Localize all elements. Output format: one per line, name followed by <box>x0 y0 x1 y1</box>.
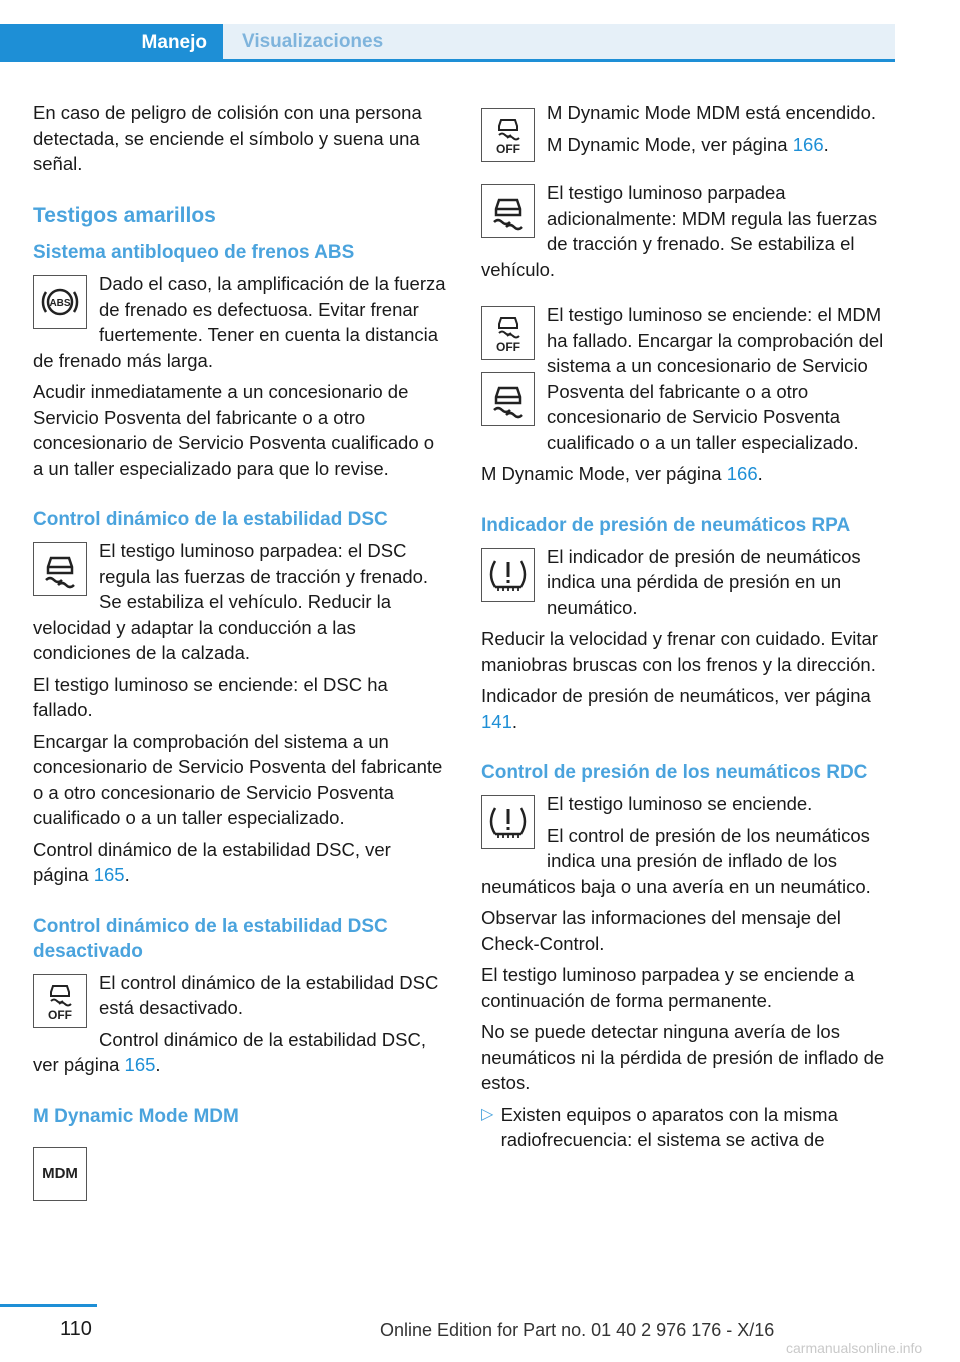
rpa-page-link[interactable]: 141 <box>481 710 512 732</box>
intro-paragraph: En caso de peligro de colisión con una persona detectada, se enciende el símbolo y suena una señal. <box>33 102 422 174</box>
edition-note: Online Edition for Part no. 01 40 2 976 176 - X/16 <box>380 1320 775 1340</box>
tire-warning-icon <box>481 548 535 602</box>
dsc-off-heading: Control dinámico de la estabilidad DSC desactivado <box>33 915 388 962</box>
dsc-paragraph-1: El testigo luminoso parpadea: el DSC regula las fuerzas de tracción y frenado. Se estabiliza el vehículo. Reducir la velocidad y adaptar la conducción a las condiciones de la calzada. <box>33 540 429 663</box>
mdm-fail-paragraph: El testigo luminoso se enciende: el MDM ha fallado. Encargar la comprobación del sistema a un concesionario de Servicio Posventa del fabricante o a otro concesionario de Servicio Posventa cualificado o a un taller especializado. <box>547 304 884 453</box>
mdm-fail-dsc-icon <box>481 372 535 426</box>
footer-rule <box>0 1304 97 1307</box>
abs-icon <box>33 275 87 329</box>
abs-paragraph-1: Dado el caso, la amplificación de la fuerza de frenado es defectuosa. Evitar frenar fuertemente. Tener en cuenta la distancia de frenado más larga. <box>33 273 446 371</box>
dsc-icon <box>33 542 87 596</box>
abs-heading: Sistema antibloqueo de frenos ABS <box>33 242 355 263</box>
dsc-paragraph-2: El testigo luminoso se enciende: el DSC ha fallado. <box>33 673 388 720</box>
section-title-yellow: Testigos amarillos <box>33 203 216 227</box>
mdm-reference: M Dynamic Mode, ver página 166. <box>481 463 763 484</box>
rdc-paragraph-2: El control de presión de los neumáticos indica una presión de inflado de los neumáticos baja o una avería en un neumático. <box>481 824 871 897</box>
mdm-icon: MDM <box>33 1147 87 1201</box>
bullet-text: Existen equipos o aparatos con la misma radiofrecuencia: el sistema se activa de <box>500 1103 838 1150</box>
rpa-paragraph-1: El indicador de presión de neumáticos indica una pérdida de presión en un neumático. <box>547 545 861 618</box>
page-number: 110 <box>60 1318 92 1340</box>
mdm-fail-icons <box>481 306 535 438</box>
page-header <box>0 24 895 62</box>
dsc-off-icon <box>33 974 87 1028</box>
abs-paragraph-2: Acudir inmediatamente a un concesionario de Servicio Posventa del fabricante o a otro concesionario de Servicio Posventa cualificado o a un taller especializado para que lo revise. <box>33 381 435 479</box>
tire-warning-icon-rdc <box>481 795 535 849</box>
right-column <box>481 100 896 1153</box>
svg-text:OFF: OFF <box>496 340 520 354</box>
mdm-on-reference: M Dynamic Mode, ver página 166. <box>547 133 829 155</box>
dsc-reference: Control dinámico de la estabilidad DSC, ver página 165. <box>33 838 391 885</box>
mdm-flash-paragraph: El testigo luminoso parpadea adicionalmente: MDM regula las fuerzas de tracción y frenado. Se estabiliza el vehículo. <box>481 182 878 280</box>
left-column <box>33 100 448 1205</box>
mdm-off-icon <box>481 108 535 162</box>
rdc-paragraph-4: El testigo luminoso parpadea y se enciende a continuación de forma permanente. <box>481 964 855 1011</box>
rdc-heading: Control de presión de los neumáticos RDC <box>481 762 868 783</box>
list-item <box>481 1102 896 1153</box>
rpa-heading: Indicador de presión de neumáticos RPA <box>481 514 851 536</box>
tab-visualizaciones[interactable]: Visualizaciones <box>223 24 895 59</box>
rpa-reference: Indicador de presión de neumáticos, ver página 141. <box>481 685 871 732</box>
mdm-on-paragraph: M Dynamic Mode MDM está encendido. <box>547 102 877 123</box>
mdm-page-link[interactable]: 166 <box>726 463 758 484</box>
rpa-paragraph-2: Reducir la velocidad y frenar con cuidado. Evitar maniobras bruscas con los frenos y la dirección. <box>481 628 878 675</box>
dsc-heading: Control dinámico de la estabilidad DSC <box>33 509 388 530</box>
watermark: carmanualsonline.info <box>786 1340 923 1356</box>
svg-text:OFF: OFF <box>496 142 520 156</box>
bullet-triangle-icon: ▷ <box>481 1105 494 1123</box>
rdc-paragraph-1: El testigo luminoso se enciende. <box>547 793 813 814</box>
dsc-off-reference: Control dinámico de la estabilidad DSC, ver página 165. <box>33 1028 427 1075</box>
mdm-heading: M Dynamic Mode MDM <box>33 1105 239 1127</box>
rdc-paragraph-3: Observar las informaciones del mensaje del Check-Control. <box>481 907 841 954</box>
svg-text:OFF: OFF <box>48 1007 72 1022</box>
rdc-paragraph-5: No se puede detectar ninguna avería de los neumáticos ni la pérdida de presión de inflado de estos. <box>481 1021 885 1093</box>
mdm-fail-off-icon <box>481 306 535 360</box>
dsc-page-link[interactable]: 165 <box>93 864 125 885</box>
mdm-on-page-link[interactable]: 166 <box>792 133 824 155</box>
dsc-paragraph-3: Encargar la comprobación del sistema a un concesionario de Servicio Posventa del fabricante o a otro concesionario de Servicio Posventa cualificado o a un taller especializado. <box>33 730 443 828</box>
tab-manejo[interactable]: Manejo <box>0 24 223 62</box>
svg-text:ABS: ABS <box>49 298 71 309</box>
mdm-dsc-icon <box>481 184 535 238</box>
dsc-off-paragraph: El control dinámico de la estabilidad DSC está desactivado. <box>99 971 439 1018</box>
dsc-off-page-link[interactable]: 165 <box>124 1054 156 1075</box>
